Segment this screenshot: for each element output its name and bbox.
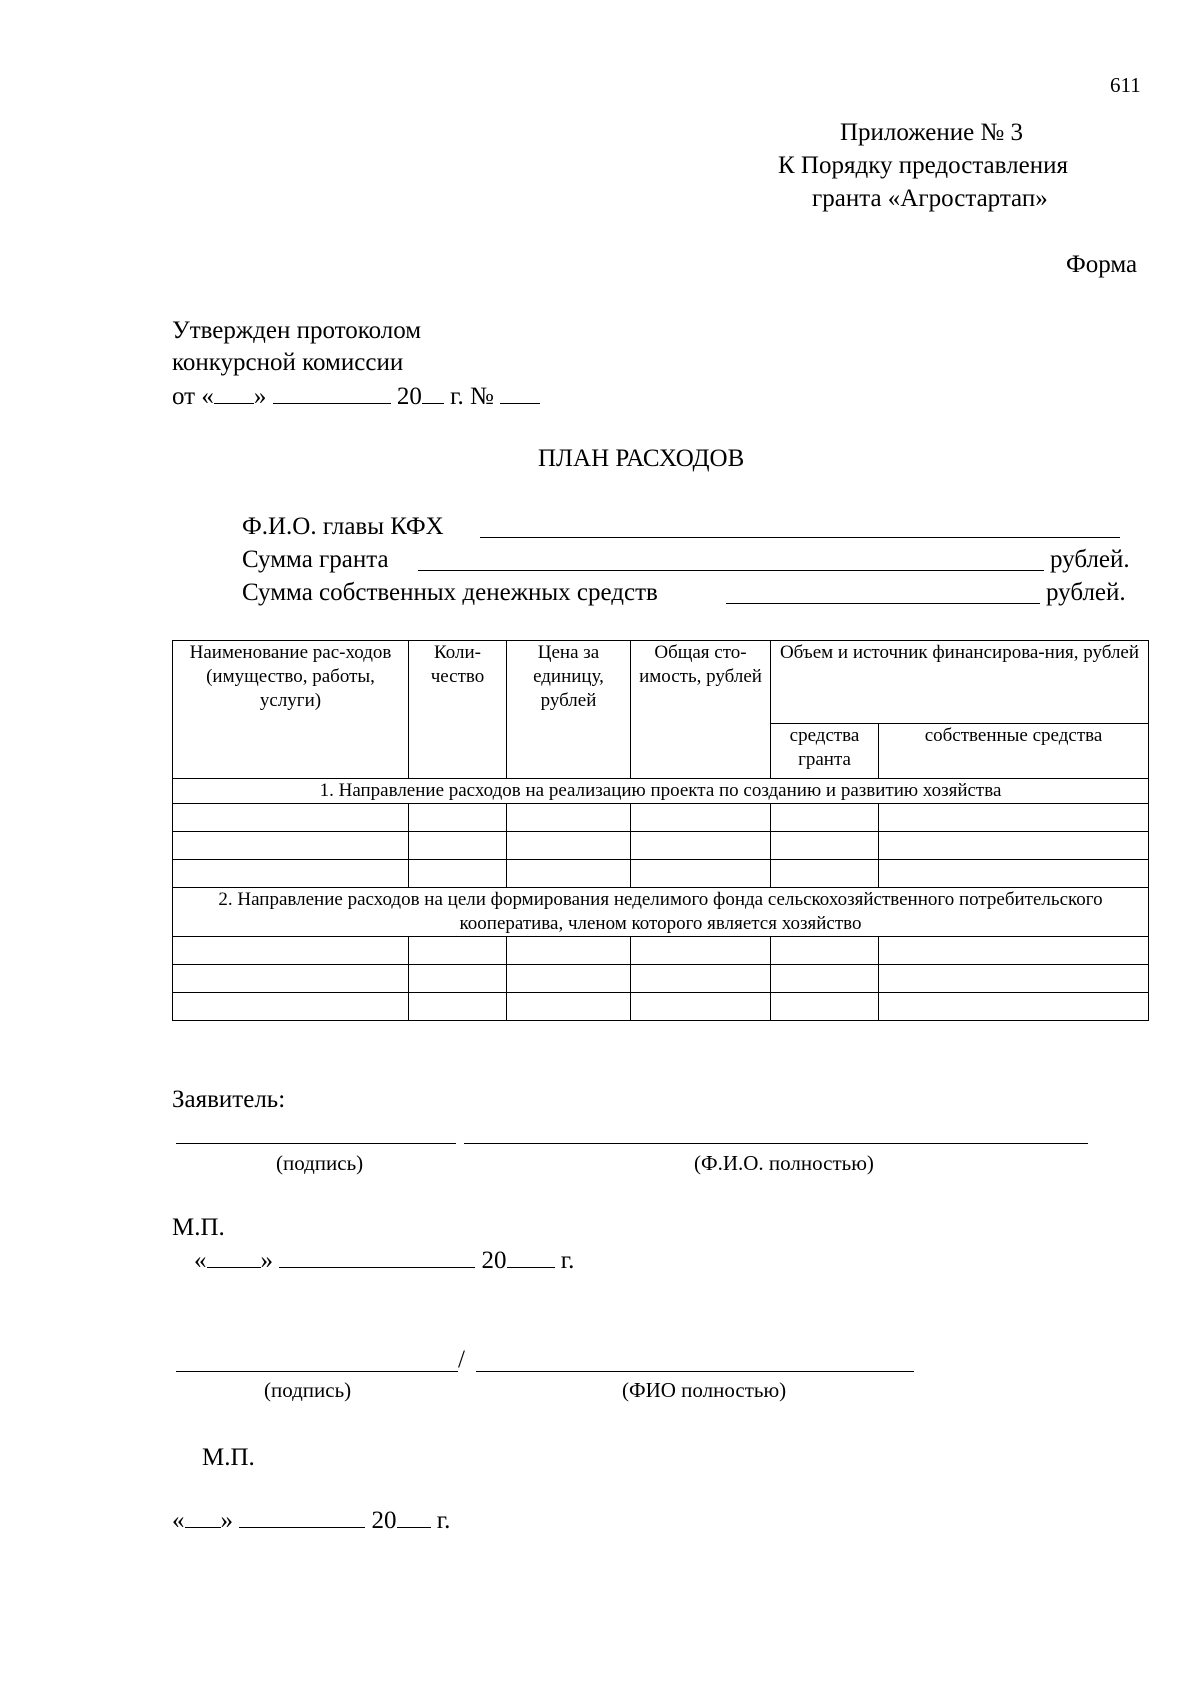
col-header-name: Наименование рас-ходов (имущество, работы, услуги) (173, 641, 409, 779)
approval-number-label: г. № (450, 383, 494, 410)
second-year-suffix: г. (436, 1507, 451, 1534)
applicant-signature-caption: (подпись) (276, 1151, 364, 1175)
second-fullname-blank[interactable] (476, 1371, 914, 1372)
second-year-prefix: 20 (371, 1507, 397, 1534)
approval-number-blank[interactable] (500, 381, 540, 404)
second-year-blank[interactable] (397, 1505, 431, 1528)
applicant-date-open: « (194, 1247, 207, 1274)
table-row[interactable] (173, 804, 1149, 832)
applicant-date-line (194, 1245, 574, 1276)
applicant-year-suffix: г. (560, 1247, 575, 1274)
table-header-row (173, 641, 1149, 724)
applicant-fullname-caption: (Ф.И.О. полностью) (694, 1151, 874, 1175)
applicant-fullname-blank[interactable] (464, 1143, 1088, 1144)
own-funds-blank[interactable] (726, 603, 1040, 604)
applicant-year-blank[interactable] (507, 1245, 555, 1268)
second-date-close: » (220, 1507, 233, 1534)
appendix-number: Приложение № 3 (840, 119, 1024, 146)
appendix-grant-line: гранта «Агростартап» (812, 185, 1048, 212)
applicant-stamp-label: М.П. (172, 1214, 225, 1241)
signature-separator: / (458, 1346, 465, 1373)
applicant-year-prefix: 20 (481, 1247, 507, 1274)
second-month-blank[interactable] (239, 1505, 365, 1528)
second-day-blank[interactable] (185, 1505, 221, 1528)
col-header-qty: Коли-чество (409, 641, 507, 779)
page-title: ПЛАН РАСХОДОВ (538, 445, 745, 472)
second-fullname-caption: (ФИО полностью) (622, 1378, 787, 1402)
section-2-title: 2. Направление расходов на цели формирования неделимого фонда сельскохозяйственного потребительского кооператива, членом которого является хозяйство (173, 888, 1149, 937)
approval-day-blank[interactable] (214, 381, 254, 404)
approval-year-prefix: 20 (396, 383, 422, 410)
second-date-open: « (172, 1507, 185, 1534)
expense-plan-table (172, 640, 1149, 1021)
head-name-label: Ф.И.О. главы КФХ (242, 513, 444, 540)
col-header-grant-funds: средства гранта (771, 724, 879, 779)
second-date-line (172, 1505, 450, 1536)
section-row (173, 888, 1149, 937)
table-row[interactable] (173, 860, 1149, 888)
col-header-price: Цена за единицу, рублей (507, 641, 631, 779)
approval-year-blank[interactable] (422, 381, 444, 404)
own-funds-label: Сумма собственных денежных средств (242, 579, 658, 606)
table-row[interactable] (173, 993, 1149, 1021)
approval-line-2: конкурсной комиссии (172, 349, 404, 376)
form-label: Форма (1066, 251, 1138, 278)
approval-date-line (172, 381, 540, 412)
section-row (173, 779, 1149, 804)
table-row[interactable] (173, 832, 1149, 860)
own-funds-currency: рублей. (1046, 579, 1126, 606)
table-row[interactable] (173, 937, 1149, 965)
second-signature-blank[interactable] (176, 1371, 458, 1372)
applicant-day-blank[interactable] (207, 1245, 261, 1268)
applicant-date-close: » (260, 1247, 273, 1274)
appendix-order-line: К Порядку предоставления (778, 152, 1068, 179)
approval-date-mid: » (253, 383, 267, 410)
approval-date-prefix: от « (172, 383, 214, 410)
applicant-label: Заявитель: (172, 1086, 286, 1113)
page-number: 611 (1110, 73, 1141, 97)
approval-month-blank[interactable] (273, 381, 391, 404)
approval-line-1: Утвержден протоколом (172, 317, 422, 344)
second-stamp-label: М.П. (202, 1444, 255, 1471)
grant-sum-label: Сумма гранта (242, 546, 389, 573)
grant-sum-blank[interactable] (418, 570, 1044, 571)
col-header-funding: Объем и источник финансирова-ния, рублей (771, 641, 1149, 724)
second-signature-caption: (подпись) (264, 1378, 352, 1402)
section-1-title: 1. Направление расходов на реализацию проекта по созданию и развитию хозяйства (173, 779, 1149, 804)
applicant-month-blank[interactable] (279, 1245, 475, 1268)
head-name-blank[interactable] (480, 537, 1120, 538)
col-header-total: Общая сто-имость, рублей (631, 641, 771, 779)
col-header-own-funds: собственные средства (879, 724, 1149, 779)
grant-sum-currency: рублей. (1050, 546, 1130, 573)
applicant-signature-blank[interactable] (176, 1143, 456, 1144)
table-row[interactable] (173, 965, 1149, 993)
